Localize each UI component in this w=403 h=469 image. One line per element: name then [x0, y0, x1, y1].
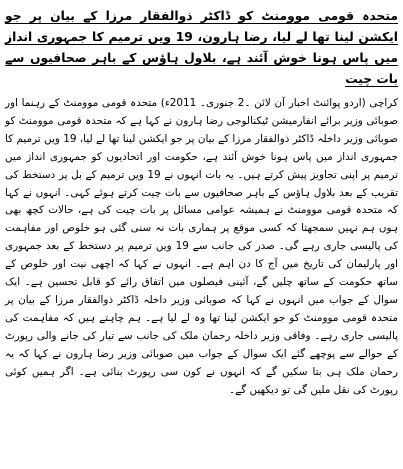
- article-body: کراچی (اردو پوائنٹ اخبار آن لائن ۔2 جنوری۔ 2011ء) متحدہ قومی موومنٹ کے رہنما اور صوبائی وزیر برائے انفارمیشن ٹیکنالوجی رضا ہارون نے کہا ہے کہ متحدہ قومی موومنٹ کو صوبائی وزیر داخلہ ڈاکٹر ذوالفقار مرزا کے بیان پر جو ایکشن لینا تھا لے لیا، 19 ویں ترمیم کا جمہوری انداز میں پاس ہونا خوش آئند ہے، حکومت اور اتحادیوں کو جمہوری انداز میں ترمیم پر اپنی تجاویز پیش کرتے ہیں۔ یہ بات انہوں نے 19 ویں ترمیم کے بل پر دستخط کی تقریب کے بعد بلاول ہاؤس کے باہر صحافیوں سے بات چیت کرتے ہوئے کہی۔ انہوں نے کہا کہ متحدہ قومی موومنٹ نے ہمیشہ عوامی مسائل پر بات چیت کی ہے، حالات کچھ بھی ہوں ہم نہیں سمجھتا کہ کسی موقع پر ہماری بات نہ سنی گئی ہو خلوص اور مفاہمت کی پالیسی جاری رہے گی۔ صدر کی جانب سے 19 ویں ترمیم پر دستخط کے بعد جمہوری اور پارلیمان کی تاریخ میں آج کا دن اہم ہے۔ انہوں نے کہا کہ اچھی نیت اور خلوص کے ساتھ حکومت کے ساتھ چلیں گے، آئینی فیصلوں میں اتفاق رائے کو قابل تحسین ہے۔ ایک سوال کے جواب میں انہوں نے کہا کہ صوبائی وزیر داخلہ ڈاکٹر ذوالفقار مرزا کے بیان پر متحدہ قومی موومنٹ کو جو ایکشن لینا تھا وہ لے لیا ہے۔ ہم چاہتے ہیں کہ مفاہمت کی پالیسی جاری رہے۔ وفاقی وزیر داخلہ رحمان ملک کی جانب سے تیار کی جانے والی رپورٹ کے حوالے سے پوچھے گئے ایک سوال کے جواب میں صوبائی وزیر رضا ہارون نے کہا کہ یہ رحمان ملک ہی بتا سکیں گے کہ انہوں نے کون سی رپورٹ بنائی ہے۔ اگر ہمیں کوئی رپورٹ کی نقل ملیں گی تو دیکھیں گے۔: [5, 97, 398, 396]
- article-headline-text: متحدہ قومی موومنٹ کو ڈاکٹر ذوالفقار مرزا کے بیان پر جو ایکشن لینا تھا لے لیا، رضا ہارون، 19 ویں ترمیم کا جمہوری انداز میں پاس ہونا خوش آئند ہے، بلاول ہاؤس کے باہر صحافیوں سے بات چیت: [5, 9, 398, 86]
- article-headline: [5, 6, 398, 91]
